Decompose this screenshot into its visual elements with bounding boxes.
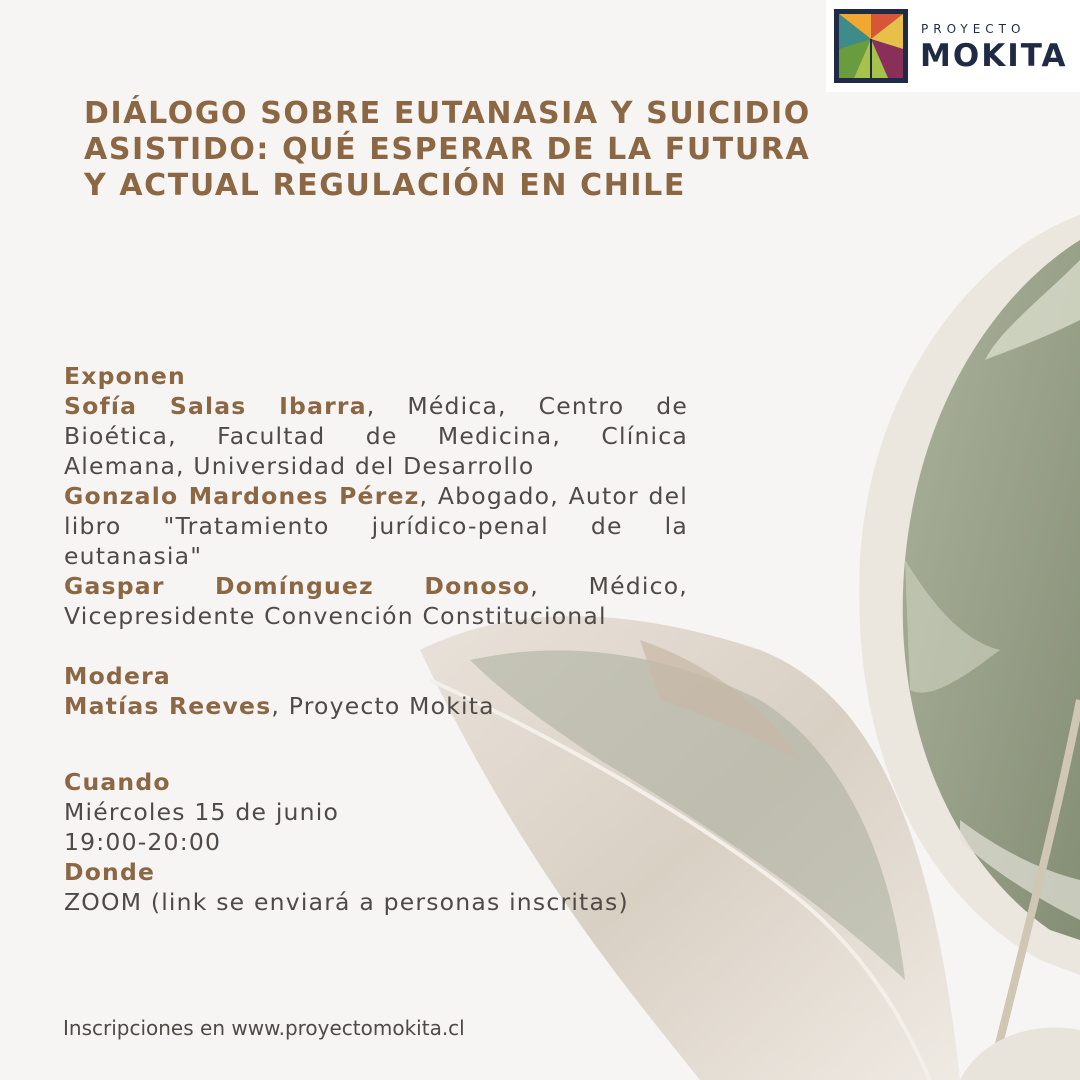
registration-link[interactable]: Inscripciones en www.proyectomokita.cl [63,1016,465,1040]
speaker-item [64,391,688,481]
modera-heading: Modera [64,662,171,690]
moderator-name: Matías Reeves [64,692,272,720]
logo-text-small: PROYECTO [921,22,1026,36]
cuando-heading: Cuando [64,768,171,796]
speaker-name: Gonzalo Mardones Pérez [64,482,420,510]
speaker-role: , Médica, Centro de Bioética, Facultad de Medicina, Clínica Alemana, Universidad del Desarrollo [64,392,688,480]
speaker-name: Gaspar Domínguez Donoso [64,572,531,600]
speaker-name: Sofía Salas Ibarra [64,392,367,420]
event-location: ZOOM (link se enviará a personas inscritas) [64,888,629,916]
event-time: 19:00-20:00 [64,828,222,856]
donde-heading: Donde [64,858,156,886]
speaker-role: , Médico, Vicepresidente Convención Constitucional [64,572,688,630]
moderator-item [64,691,688,721]
moderator-role: , Proyecto Mokita [271,692,495,720]
logo-text-big: MOKITA [920,38,1068,74]
event-title: DIÁLOGO SOBRE EUTANASIA Y SUICIDIO ASISTIDO: QUÉ ESPERAR DE LA FUTURA Y ACTUAL REGULACIÓN EN CHILE [84,96,811,203]
logo-mark-icon [834,9,908,83]
brand-logo [826,0,1080,92]
event-details [64,361,688,917]
exponen-heading: Exponen [64,362,186,390]
speaker-item [64,481,688,571]
event-date: Miércoles 15 de junio [64,798,340,826]
speaker-item [64,571,688,631]
speaker-role: , Abogado, Autor del libro "Tratamiento jurídico-penal de la eutanasia" [64,482,689,570]
